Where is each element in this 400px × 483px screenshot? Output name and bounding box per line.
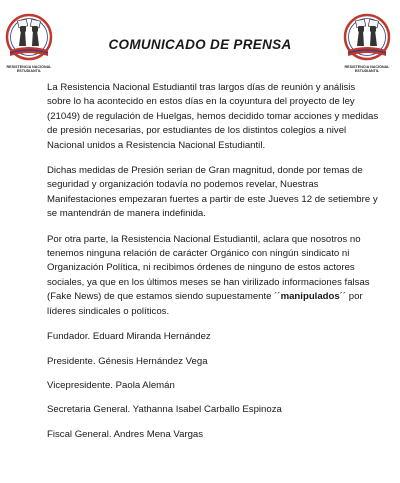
signatory-general-secretary: Secretaria General. Yathanna Isabel Carballo Espinoza [47, 404, 282, 416]
logo-caption-line1: RESISTENCIA NACIONAL [344, 65, 390, 69]
organization-logo-left [4, 12, 54, 74]
signatory-vicepresident: Vicepresidente. Paola Alemán [47, 379, 175, 391]
signatory-founder: Fundador. Eduard Miranda Hernández [47, 331, 211, 343]
paragraph-clarification-text: Por otra parte, la Resistencia Nacional Estudiantil, aclara que nosotros no tenemos ninguna relación de carácter Orgánico con ningún sindicato ni Organización Política, ni recibimos órdenes de ninguno de estos actores sociales, ya que en los últimos meses se han virilizado informaciones falsas (Fake News) de que estamos siendo supuestamente ´´ [47, 233, 370, 303]
logo-caption-line2: ESTUDIANTIL [354, 69, 380, 74]
document-title: COMUNICADO DE PRENSA [108, 37, 292, 52]
paragraph-measures: Dichas medidas de Presión serian de Gran magnitud, donde por temas de seguridad y organización todavía no podemos revelar, Nuestras Manifestaciones empezaran fuertes a partir de este Jueves 12 de setiembre y se mantendrán de manera indefinida. [47, 165, 378, 220]
paragraph-clarification [47, 233, 381, 319]
paragraph-intro: La Resistencia Nacional Estudiantil tras largos días de reunión y análisis sobre lo ha acontecido en estos días en la coyuntura del proyecto de ley (21049) de regulación de Huelgas, hemos decidido tomar acciones y medidas de presión necesarias, por estudiantes de los distintos colegios a nivel Nacional unidos a Resistencia Nacional Estudiantil. [47, 82, 379, 151]
emphasis-manipulados: manipulados [280, 291, 340, 303]
logo-caption [342, 65, 392, 73]
document-body [47, 81, 381, 452]
signatory-general-fiscal: Fiscal General. Andres Mena Vargas [47, 428, 204, 440]
paragraph-clarification-end: ´´ por líderes sindicales o políticos. [47, 291, 363, 317]
logo-caption [4, 65, 54, 73]
logo-caption-line2: ESTUDIANTIL [16, 69, 42, 74]
organization-logo-right [342, 12, 392, 74]
signatory-president: Presidente. Génesis Hernández Vega [47, 355, 208, 367]
fist-emblem-icon [342, 12, 392, 64]
logo-caption-line1: RESISTENCIA NACIONAL [6, 65, 52, 69]
fist-emblem-icon [4, 12, 54, 64]
